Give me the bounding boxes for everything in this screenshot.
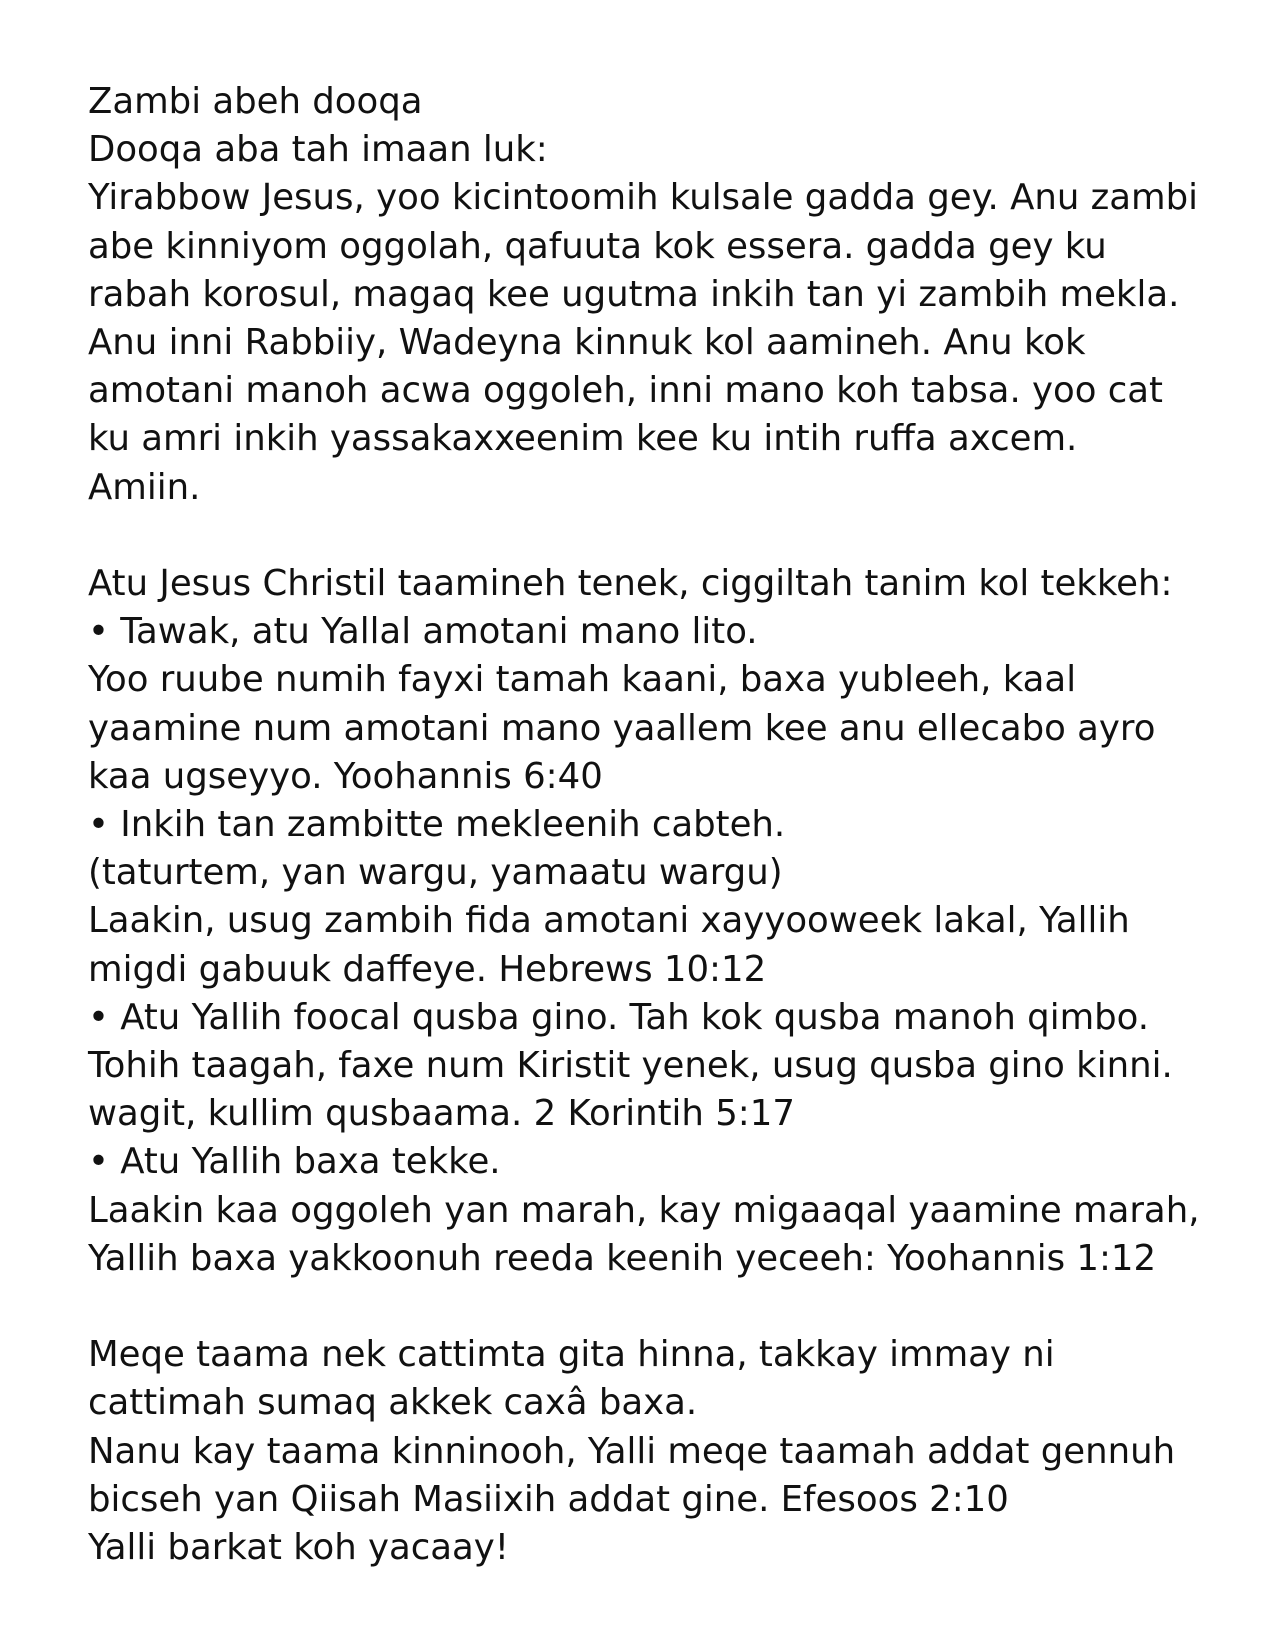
assurance-intro: Atu Jesus Christil taamineh tenek, ciggiltah tanim kol tekkeh: [88, 563, 1173, 605]
prayer-line: Yirabbow Jesus, yoo kicintoomih kulsale gadda gey. Anu zambi [88, 177, 1199, 219]
point-heading: • Atu Yallih baxa tekke. [88, 1141, 501, 1183]
point-text: Laakin kaa oggoleh yan marah, kay migaaqal yaamine marah, [88, 1189, 1200, 1231]
document-title: Zambi abeh dooqa [88, 81, 423, 122]
paragraph-spacer [88, 512, 1218, 560]
assurance-point [88, 608, 1218, 801]
prayer-section [88, 78, 1218, 512]
prayer-line: abe kinniyom oggolah, qafuuta kok essera. gadda gey ku [88, 225, 1107, 267]
point-text: Yallih baxa yakkoonuh reeda keenih yeceeh: Yoohannis 1:12 [88, 1237, 1157, 1279]
point-text: kaa ugseyyo. Yoohannis 6:40 [88, 755, 603, 797]
prayer-line: rabah korosul, magaq kee ugutma inkih tan yi zambih mekla. [88, 273, 1180, 315]
assurance-point [88, 801, 1218, 994]
closing-line: cattimah sumaq akkek caxâ baxa. [88, 1382, 698, 1424]
blessing-line: Yalli barkat koh yacaay! [88, 1527, 510, 1569]
assurance-point [88, 1138, 1218, 1283]
point-text: Laakin, usug zambih fida amotani xayyooweek lakal, Yallih [88, 900, 1130, 942]
prayer-line: ku amri inkih yassakaxxeenim kee ku intih ruffa axcem. [88, 418, 1078, 460]
assurance-point [88, 994, 1218, 1139]
point-heading: • Inkih tan zambitte mekleenih cabteh. [88, 804, 786, 846]
point-heading: • Atu Yallih foocal qusba gino. Tah kok qusba manoh qimbo. [88, 996, 1150, 1038]
document-page [88, 78, 1218, 1572]
point-heading: • Tawak, atu Yallal amotani mano lito. [88, 611, 758, 653]
point-text: migdi gabuuk daffeye. Hebrews 10:12 [88, 948, 767, 990]
point-text: wagit, kullim qusbaama. 2 Korintih 5:17 [88, 1093, 795, 1135]
closing-line: Nanu kay taama kinninooh, Yalli meqe taamah addat gennuh [88, 1430, 1176, 1472]
closing-line: bicseh yan Qiisah Masiixih addat gine. Efesoos 2:10 [88, 1478, 1009, 1520]
point-text: Tohih taagah, faxe num Kiristit yenek, usug qusba gino kinni. [88, 1045, 1173, 1087]
paragraph-spacer [88, 1283, 1218, 1331]
point-text: (taturtem, yan wargu, yamaatu wargu) [88, 852, 783, 894]
closing-section [88, 1331, 1218, 1572]
prayer-line: amotani manoh acwa oggoleh, inni mano koh tabsa. yoo cat [88, 370, 1163, 412]
prayer-line: Anu inni Rabbiiy, Wadeyna kinnuk kol aamineh. Anu kok [88, 322, 1086, 364]
prayer-line: Amiin. [88, 466, 201, 508]
assurance-section [88, 560, 1218, 1283]
point-text: yaamine num amotani mano yaallem kee anu ellecabo ayro [88, 707, 1156, 749]
closing-line: Meqe taama nek cattimta gita hinna, takkay immay ni [88, 1334, 1055, 1376]
point-text: Yoo ruube numih fayxi tamah kaani, baxa yubleeh, kaal [88, 659, 1077, 701]
prayer-intro: Dooqa aba tah imaan luk: [88, 129, 548, 171]
